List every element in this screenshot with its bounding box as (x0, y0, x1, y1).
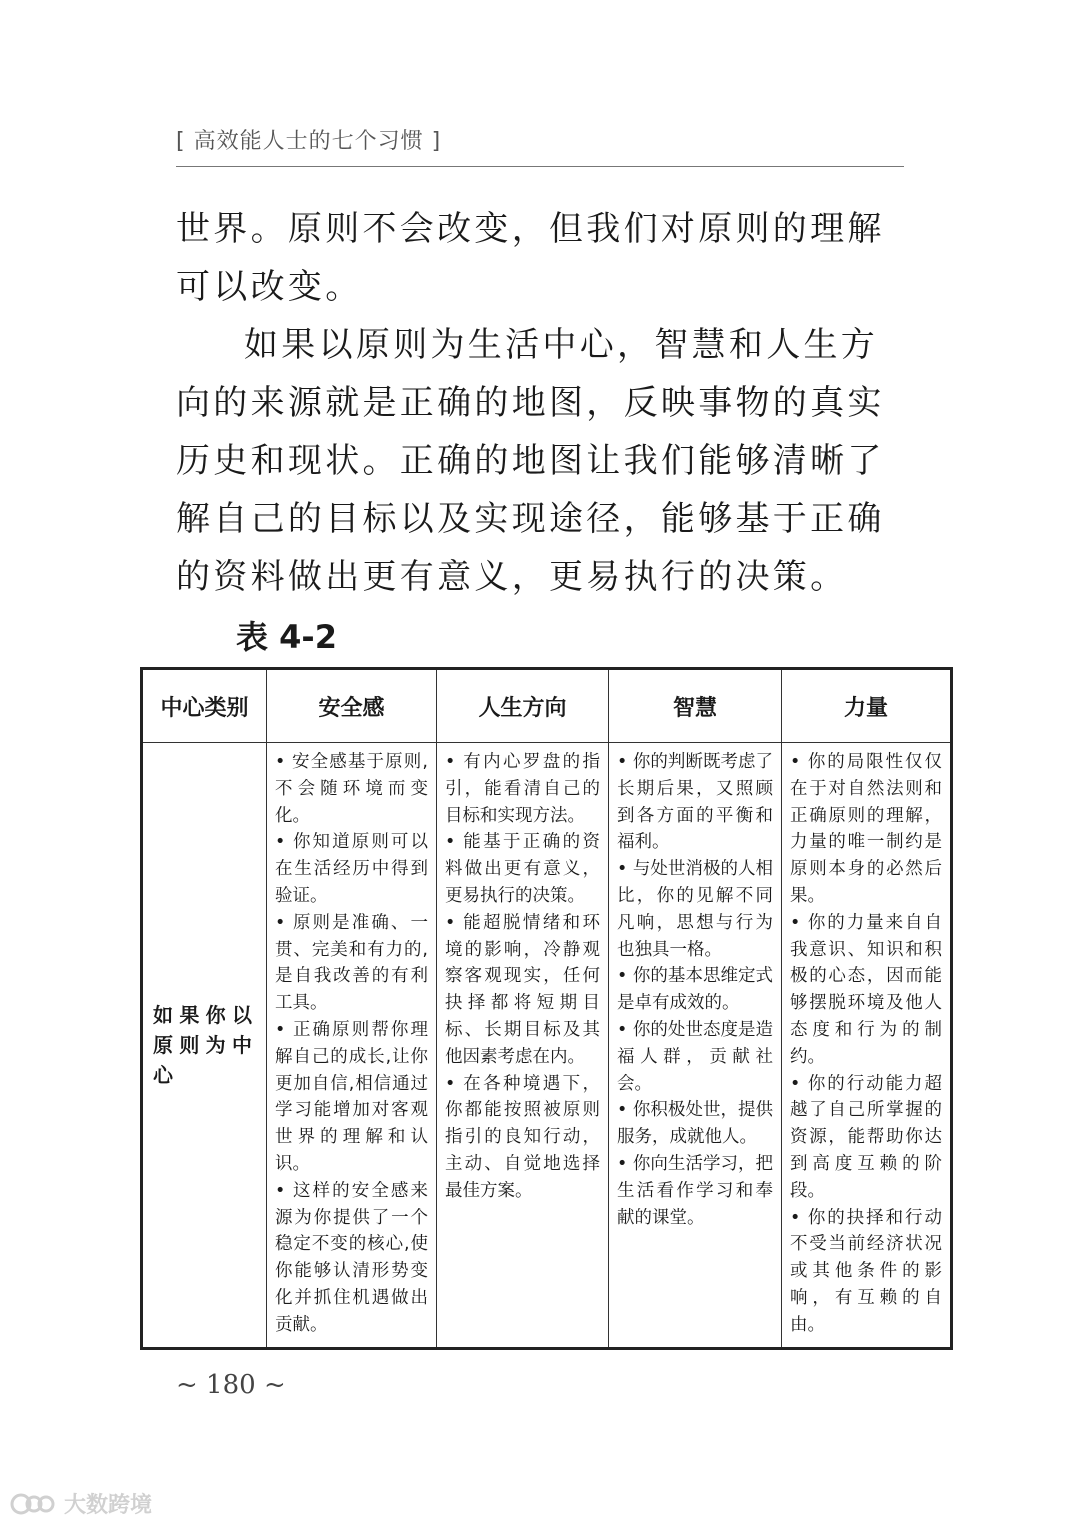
header-center-type: 中心类别 (142, 669, 267, 743)
list-item: • 你的力量来自自我意识、知识和积极的心态，因而能够摆脱环境及他人态度和行为的制约。 (790, 912, 942, 1067)
paragraph-1: 世界。原则不会改变，但我们对原则的理解可以改变。 (176, 209, 885, 307)
list-item: • 你积极处世，提供服务，成就他人。 (617, 1100, 773, 1148)
list-item: • 在各种境遇下，你都能按照被原则指引的良知行动，主动、自觉地选择最佳方案。 (445, 1073, 600, 1201)
list-item: • 你的行动能力超越了自己所掌握的资源，能帮助你达到高度互赖的阶段。 (790, 1073, 942, 1201)
list-item: • 这样的安全感来源为你提供了一个稳定不变的核心,使你能够认清形势变化并抓住机遇做出贡献。 (275, 1180, 428, 1335)
row-label: 如果你以原则为中心 (142, 743, 267, 1349)
list-item: • 你的抉择和行动不受当前经济状况或其他条件的影响，有互赖的自由。 (790, 1207, 942, 1335)
list-item: • 你知道原则可以在生活经历中得到验证。 (275, 832, 428, 906)
body-text (176, 200, 904, 606)
list-item: • 你的基本思维定式是卓有成效的。 (617, 966, 773, 1014)
principle-center-table (140, 667, 953, 1350)
cell-power (782, 743, 952, 1349)
list-item: • 安全感基于原则,不会随环境而变化。 (275, 752, 428, 826)
list-item: • 你的局限性仅仅在于对自然法则和正确原则的理解，力量的唯一制约是原则本身的必然后果。 (790, 752, 942, 906)
cell-security (267, 743, 437, 1349)
list-item: • 你向生活学习，把生活看作学习和奉献的课堂。 (617, 1153, 773, 1228)
header-guidance: 人生方向 (437, 669, 609, 743)
list-item: • 能基于正确的资料做出更有意义，更易执行的决策。 (445, 832, 600, 906)
list-item: • 能超脱情绪和环境的影响，冷静观察客观现实，任何抉择都将短期目标、长期目标及其他因素考虑在内。 (445, 912, 600, 1067)
list-item: • 你的处世态度是造福人群，贡献社会。 (617, 1019, 773, 1094)
table-header-row (142, 669, 952, 743)
cell-guidance (437, 743, 609, 1349)
page-number: ~ 180 ~ (176, 1370, 286, 1400)
cell-wisdom (609, 743, 782, 1349)
brand-logo-icon (10, 1491, 58, 1517)
header-divider (176, 166, 904, 167)
running-header: [ 高效能人士的七个习惯 ] (176, 129, 442, 154)
table-caption: 表 4-2 (236, 618, 337, 656)
watermark (10, 1488, 152, 1519)
list-item: • 与处世消极的人相比，你的见解不同凡响，思想与行为也独具一格。 (617, 859, 773, 960)
header-power: 力量 (782, 669, 952, 743)
header-security: 安全感 (267, 669, 437, 743)
table-row (142, 743, 952, 1349)
list-item: • 正确原则帮你理解自己的成长,让你更加自信,相信通过学习能增加对客观世界的理解和认识。 (275, 1019, 428, 1174)
watermark-text: 大数跨境 (64, 1493, 153, 1518)
list-item: • 原则是准确、一贯、完美和有力的,是自我改善的有利工具。 (275, 912, 428, 1014)
paragraph-2: 如果以原则为生活中心，智慧和人生方向的来源就是正确的地图，反映事物的真实历史和现状。正确的地图让我们能够清晰了解自己的目标以及实现途径，能够基于正确的资料做出更有意义，更易执行的决策。 (176, 325, 885, 597)
header-wisdom: 智慧 (609, 669, 782, 743)
list-item: • 有内心罗盘的指引，能看清自己的目标和实现方法。 (445, 752, 600, 826)
list-item: • 你的判断既考虑了长期后果，又照顾到各方面的平衡和福利。 (617, 752, 773, 853)
